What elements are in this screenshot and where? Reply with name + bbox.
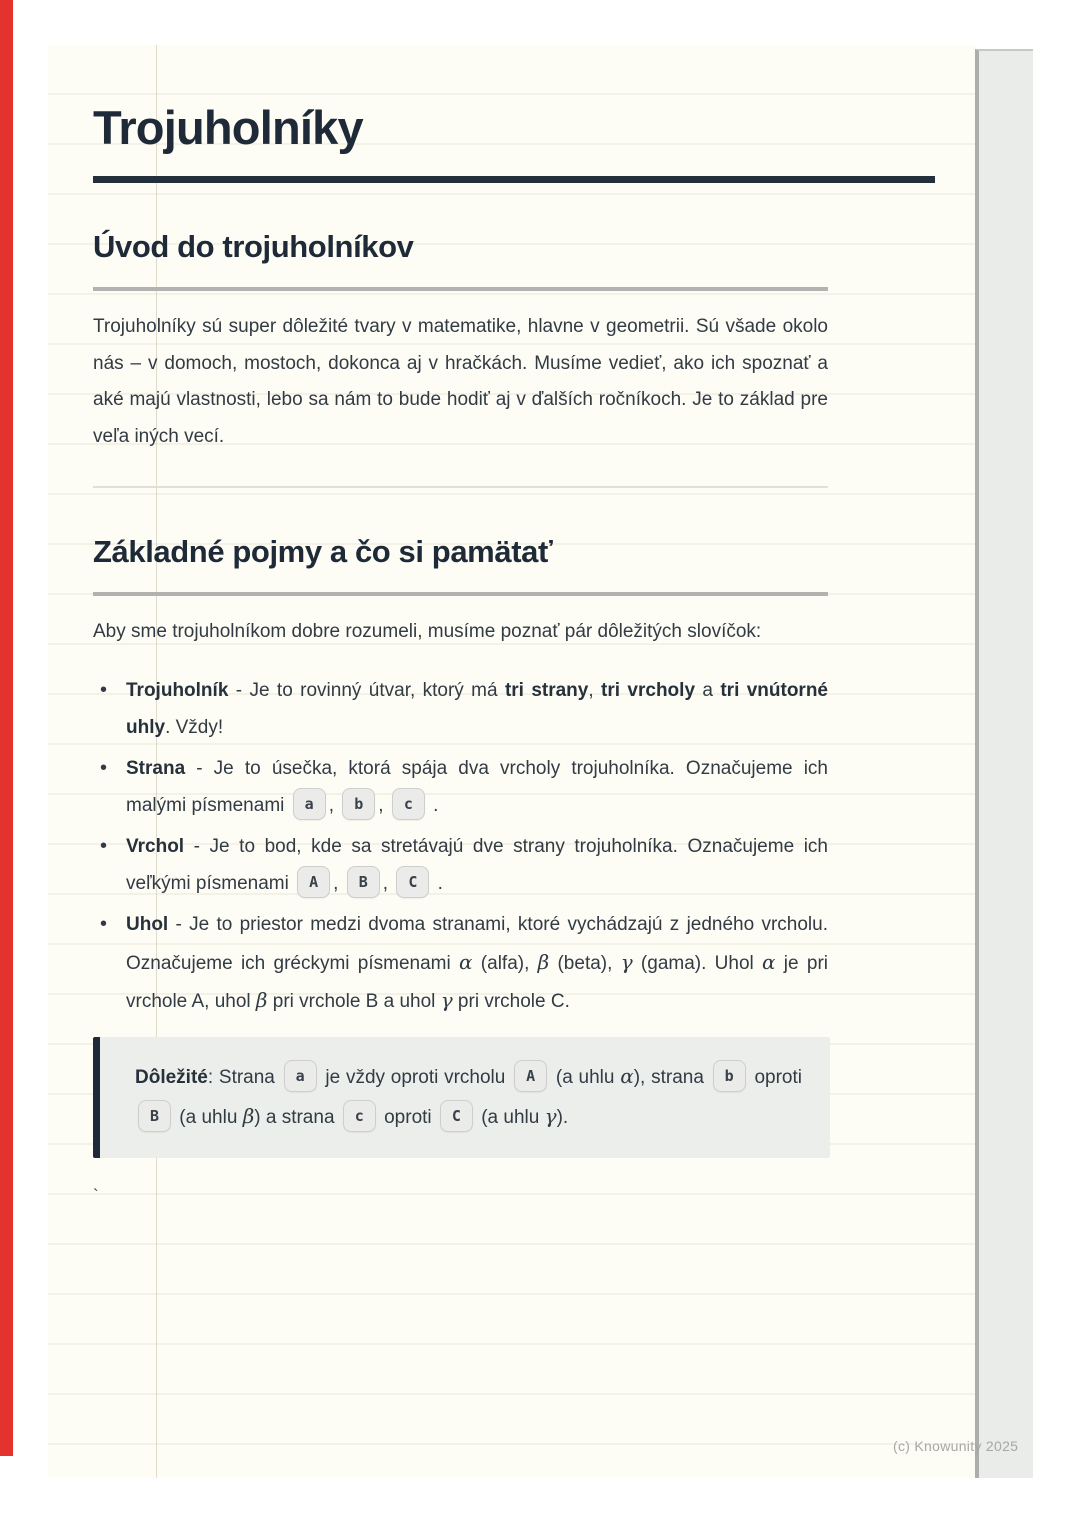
text-run: pri vrchole C.: [452, 991, 570, 1013]
page-title: Trojuholníky: [93, 101, 363, 154]
bold-text: tri strany: [504, 680, 589, 702]
term-item-uhol: [93, 907, 828, 1021]
document-page: [48, 45, 975, 1478]
text-run: (beta),: [549, 952, 621, 974]
greek-letter: γ: [440, 988, 453, 1013]
text-run: ,: [588, 680, 602, 702]
basics-intro-paragraph: Aby sme trojuholníkom dobre rozumeli, musíme poznať pár dôležitých slovíčok:: [93, 620, 762, 642]
greek-letter: α: [762, 949, 776, 974]
text-run: - Je to rovinný útvar, ktorý má: [228, 680, 505, 702]
text-run: ), strana: [633, 1066, 710, 1088]
inline-code-chip: b: [713, 1060, 746, 1092]
inline-code-chip: c: [343, 1100, 376, 1132]
greek-letter: α: [620, 1063, 634, 1088]
text-run: (a uhlu: [174, 1106, 243, 1128]
greek-letter: γ: [544, 1103, 557, 1128]
bold-text: tri vrcholy: [601, 680, 696, 702]
bold-text: tri vnútorné uhly: [126, 680, 829, 738]
inline-code-chip: C: [396, 866, 429, 898]
text-run: je pri vrchole A, uhol: [126, 952, 828, 1013]
important-callout: [93, 1037, 830, 1158]
text-run: - Je to úsečka, ktorá spája dva vrcholy trojuholníka. Označujeme ich malými písmenami: [126, 758, 828, 816]
text-run: ).: [556, 1106, 569, 1128]
title-underline: [93, 176, 935, 183]
text-run: oproti: [378, 1106, 437, 1128]
important-callout-text: [135, 1057, 802, 1137]
left-accent-strip: [0, 0, 13, 1456]
greek-letter: β: [242, 1103, 255, 1128]
inline-code-chip: c: [392, 788, 425, 820]
inline-code-chip: A: [297, 866, 330, 898]
text-run: ,: [378, 794, 389, 816]
term-item-strana: [93, 751, 828, 824]
text-run: pri vrchole B a uhol: [267, 991, 441, 1013]
text-run: (a uhlu: [475, 1106, 545, 1128]
text-run: a: [695, 680, 721, 702]
term-item-vrchol: [93, 829, 828, 902]
text-run: je vždy oproti vrcholu: [319, 1066, 512, 1088]
section-heading-intro: Úvod do trojuholníkov: [93, 229, 828, 291]
text-run: oproti: [748, 1066, 802, 1088]
page-content: [93, 45, 828, 1204]
text-run: ) a strana: [254, 1106, 340, 1128]
text-run: ,: [328, 794, 340, 816]
text-run: (alfa),: [472, 952, 538, 974]
intro-paragraph: Trojuholníky sú super dôležité tvary v matematike, hlavne v geometrii. Sú všade okolo nás – v domoch, mostoch, dokonca aj v hračkách. Musíme vedieť, ako ich spoznať a aké majú vlastnosti, lebo sa nám to bude hodiť aj v ďalších ročníkoch. Je to základ pre veľa iných vecí.: [93, 316, 828, 447]
bold-text: Strana: [126, 758, 186, 780]
text-run: ,: [382, 872, 394, 894]
inline-code-chip: A: [514, 1060, 547, 1092]
section-heading-basics: Základné pojmy a čo si pamätať: [93, 534, 828, 596]
inline-code-chip: a: [293, 788, 326, 820]
bold-text: Uhol: [126, 914, 169, 936]
text-run: .: [427, 794, 439, 816]
text-run: ,: [333, 872, 344, 894]
inline-code-chip: b: [342, 788, 375, 820]
text-run: : Strana: [207, 1066, 281, 1088]
greek-letter: β: [255, 988, 268, 1013]
bold-text: Trojuholník: [126, 680, 229, 702]
text-run: (a uhlu: [550, 1066, 621, 1088]
scrollbar-track[interactable]: [975, 49, 1033, 1478]
stray-backtick: `: [93, 1185, 99, 1205]
greek-letter: γ: [620, 949, 633, 974]
greek-letter: β: [537, 949, 550, 974]
inline-code-chip: C: [440, 1100, 473, 1132]
term-item-trojuholnik: [93, 673, 828, 746]
section-divider: [93, 486, 828, 488]
inline-code-chip: B: [138, 1100, 171, 1132]
text-run: - Je to bod, kde sa stretávajú dve strany trojuholníka. Označujeme ich veľkými písmenami: [126, 836, 828, 894]
copyright-footer: (c) Knowunity 2025: [893, 1438, 1019, 1454]
text-run: . Vždy!: [165, 716, 224, 738]
inline-code-chip: B: [347, 866, 380, 898]
greek-letter: α: [459, 949, 473, 974]
inline-code-chip: a: [284, 1060, 317, 1092]
text-run: (gama). Uhol: [632, 952, 763, 974]
text-run: .: [432, 872, 443, 894]
bold-text: Vrchol: [126, 836, 185, 858]
bold-text: Dôležité: [135, 1066, 208, 1088]
text-run: - Je to priestor medzi dvoma stranami, ktoré vychádzajú z jedného vrcholu. Označujeme ich gréckymi písmenami: [126, 914, 828, 974]
terms-list: [93, 673, 828, 1021]
